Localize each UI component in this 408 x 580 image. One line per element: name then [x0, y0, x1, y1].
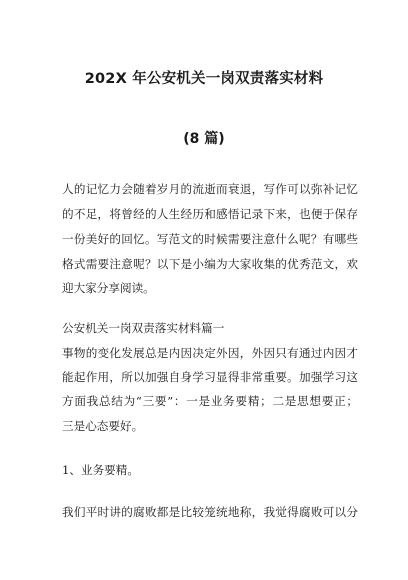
body-line: 事物的变化发展总是内因决定外因，外因只有通过内因才: [62, 346, 358, 360]
numbered-item-heading: 1、业务要精。: [62, 463, 139, 477]
intro-line: 人的记忆力会随着岁月的流逝而衰退，写作可以弥补记忆: [62, 182, 358, 196]
document-subtitle: (8 篇): [183, 131, 225, 147]
intro-line: 迎大家分享阅读。: [62, 281, 155, 295]
body-line: 方面我总结为“三要”：一是业务要精；二是思想要正；: [62, 394, 358, 408]
section-heading: 公安机关一岗双责落实材料篇一: [62, 321, 225, 335]
document-title: 202X 年公安机关一岗双责落实材料: [84, 71, 324, 87]
intro-line: 格式需要注意呢？以下是小编为大家收集的优秀范文，欢: [62, 257, 358, 271]
body-line: 三是心态要好。: [62, 419, 144, 433]
body-line: 能起作用，所以加强自身学习显得非常重要。加强学习这: [62, 370, 358, 384]
intro-line: 一份美好的回忆。写范文的时候需要注意什么呢？有哪些: [62, 232, 358, 246]
body-line: 我们平时讲的腐败都是比较笼统地称，我觉得腐败可以分: [62, 505, 358, 519]
intro-line: 的不足，将曾经的人生经历和感悟记录下来，也便于保存: [62, 207, 358, 221]
